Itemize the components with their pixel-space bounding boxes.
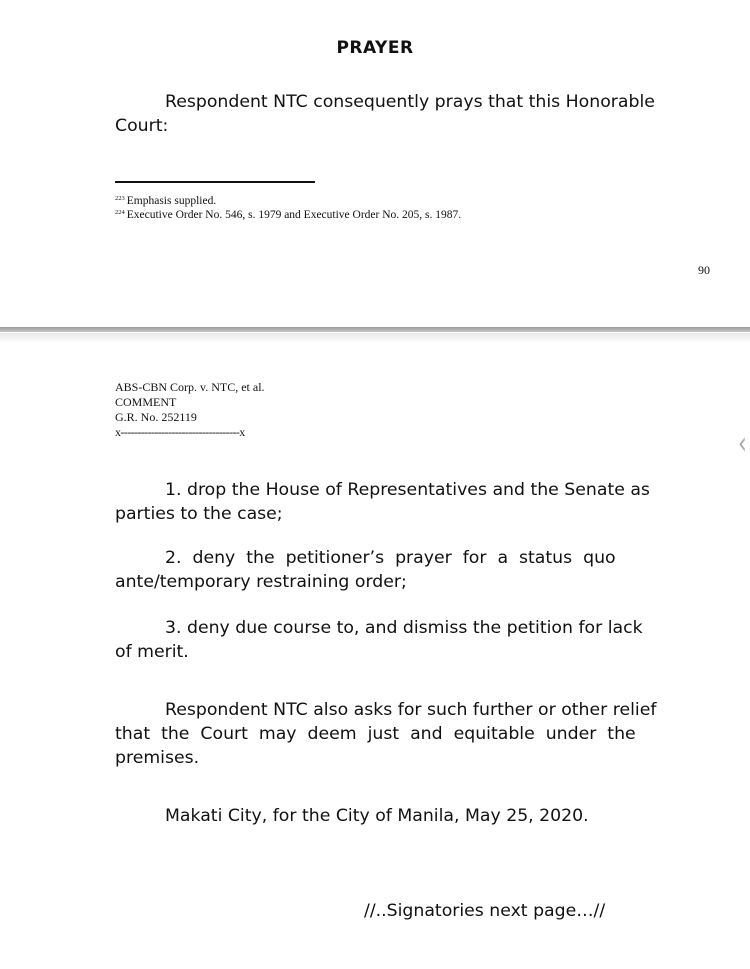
- relief-line-1: Respondent NTC also asks for such further or other relief: [165, 700, 657, 720]
- footnote-number: 223: [115, 195, 125, 202]
- page-number: 90: [698, 263, 710, 277]
- footnote-text: Emphasis supplied.: [126, 195, 217, 207]
- prayer-item-2-line-2: ante/temporary restraining order;: [115, 572, 407, 592]
- footnote-divider: [115, 181, 315, 183]
- case-title: ABS-CBN Corp. v. NTC, et al.: [115, 380, 265, 394]
- place-and-date: Makati City, for the City of Manila, May 25, 2020.: [165, 806, 589, 826]
- prayer-item-3-line-1: 3. deny due course to, and dismiss the petition for lack: [165, 618, 643, 638]
- gr-number: G.R. No. 252119: [115, 410, 197, 424]
- relief-line-2: that the Court may deem just and equitable under the: [115, 724, 636, 744]
- footnote-number: 224: [115, 209, 125, 216]
- prayer-item-2-line-1: 2. deny the petitioner’s prayer for a status quo: [165, 548, 616, 568]
- prayer-item-1-line-1: 1. drop the House of Representatives and the Senate as: [165, 480, 650, 500]
- signatories-note: //..Signatories next page…//: [364, 901, 606, 921]
- prayer-item-3-line-2: of merit.: [115, 642, 189, 662]
- prayer-intro-line-1: Respondent NTC consequently prays that this Honorable: [165, 92, 655, 112]
- prayer-item-1-line-2: parties to the case;: [115, 504, 283, 524]
- chevron-left-icon[interactable]: ‹: [738, 427, 747, 462]
- prayer-heading: PRAYER: [336, 38, 414, 58]
- footnote-224: [115, 206, 461, 222]
- footnote-text: Executive Order No. 546, s. 1979 and Executive Order No. 205, s. 1987.: [126, 209, 462, 221]
- scan-shadow: [0, 333, 750, 343]
- header-separator: x-----------------------------------x: [115, 425, 245, 439]
- document-type: COMMENT: [115, 395, 177, 409]
- relief-line-3: premises.: [115, 748, 200, 768]
- page-break-divider: [0, 327, 750, 332]
- prayer-intro-line-2: Court:: [115, 116, 169, 136]
